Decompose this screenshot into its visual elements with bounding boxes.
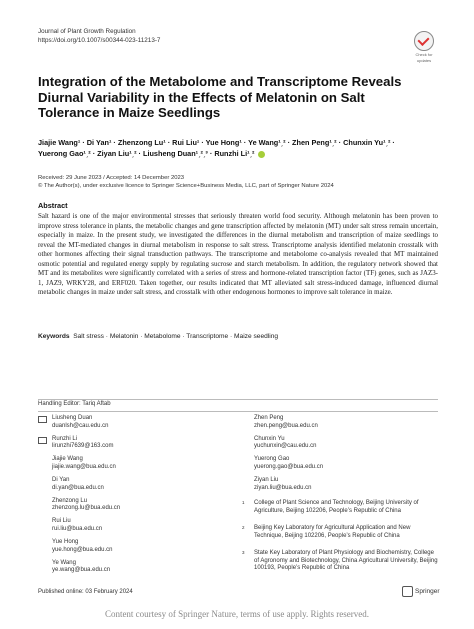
affiliation-number: 1 <box>242 500 245 505</box>
contact-name: Ziyan Liu <box>254 477 279 484</box>
badge-label-1: Check for <box>415 52 433 57</box>
contact-email[interactable]: rui.liu@bua.edu.cn <box>52 526 103 533</box>
publisher-name: Springer <box>415 588 440 596</box>
springer-horse-icon <box>402 586 413 597</box>
abstract-heading: Abstract <box>38 201 68 210</box>
contact-name: Liusheng Duan <box>52 415 93 421</box>
authors-line-2 <box>38 148 438 159</box>
contact-email[interactable]: zhen.peng@bua.edu.cn <box>254 422 318 429</box>
mail-icon <box>38 437 47 444</box>
check-for-updates-badge[interactable] <box>410 31 438 63</box>
contact-item <box>52 436 222 457</box>
received-accepted: Received: 29 June 2023 / Accepted: 14 December 2023 <box>38 175 185 181</box>
contact-email[interactable]: yue.hong@bua.edu.cn <box>52 546 113 553</box>
contact-item <box>52 415 222 436</box>
contact-name: Zhenzong Lu <box>52 497 88 504</box>
contact-name: Chunxin Yu <box>254 435 285 442</box>
courtesy-notice: Content courtesy of Springer Nature, terms of use apply. Rights reserved. <box>104 609 370 619</box>
contact-name: Yue Hong <box>52 539 79 546</box>
contact-email[interactable]: jiajie.wang@bua.edu.cn <box>52 463 116 470</box>
contact-item <box>254 415 438 436</box>
contact-item <box>254 436 438 457</box>
footer-divider-bottom <box>38 411 438 412</box>
contact-name: Runzhi Li <box>52 435 78 442</box>
badge-label-2: updates <box>416 58 432 63</box>
authors-line-1: Jiajie Wang¹ · Di Yan¹ · Zhenzong Lu¹ · Rui Liu¹ · Yue Hong¹ · Ye Wang¹ˏ² · Zhen Peng¹ˏ² · Chunxin Yu¹ˏ² · <box>38 138 395 147</box>
published-date: Published online: 03 February 2024 <box>38 589 133 595</box>
keywords <box>38 333 278 340</box>
journal-name: Journal of Plant Growth Regulation <box>38 28 136 35</box>
contact-item <box>52 560 222 581</box>
affiliation-1 <box>242 500 438 515</box>
contact-name: Jiajie Wang <box>52 456 83 463</box>
keywords-label: Keywords <box>38 333 70 340</box>
springer-logo <box>402 586 440 597</box>
contact-email[interactable]: di.yan@bua.edu.cn <box>52 484 104 491</box>
contact-item <box>52 456 222 477</box>
contact-name: Yuerong Gao <box>254 456 290 463</box>
contacts-left <box>52 415 222 581</box>
affiliation-text: State Key Laboratory of Plant Physiology and Biochemistry, College of Agronomy and Biotechnology, China Agricultural University, Beijing 100193, People’s Republic of China <box>254 550 438 572</box>
orcid-icon[interactable] <box>258 151 265 158</box>
article-title: Integration of the Metabolome and Transcriptome Reveals Diurnal Variability in the Effects of Melatonin on Salt Tolerance in Maize Seedlings <box>38 74 402 120</box>
contact-name: Ye Wang <box>52 559 76 566</box>
footer-divider-top <box>38 399 438 400</box>
affiliation-number: 3 <box>242 550 245 555</box>
doi-link[interactable]: https://doi.org/10.1007/s00344-023-11213-7 <box>38 37 161 44</box>
contact-name: Rui Liu <box>52 518 71 525</box>
contact-email[interactable]: lirunzhi7639@163.com <box>52 443 114 450</box>
contact-item <box>52 477 222 498</box>
author-list <box>38 137 438 159</box>
contact-name: Di Yan <box>52 477 70 484</box>
contact-item <box>52 518 222 539</box>
handling-editor: Handling Editor: Tariq Aftab <box>38 401 111 407</box>
contact-email[interactable]: zhenzong.lu@bua.edu.cn <box>52 505 121 512</box>
contacts-right <box>254 415 438 498</box>
contact-name: Zhen Peng <box>254 415 284 421</box>
copyright-line: © The Author(s), under exclusive licence to Springer Science+Business Media, LLC, part of Springer Nature 2024 <box>38 183 334 189</box>
keywords-list: Salt stress · Melatonin · Metabolome · Transcriptome · Maize seedling <box>73 333 279 340</box>
contact-email[interactable]: yuchunxin@cau.edu.cn <box>254 443 317 450</box>
contact-item <box>254 477 438 498</box>
affiliation-number: 2 <box>242 525 245 530</box>
article-dates <box>38 174 334 190</box>
authors-line-2-text: Yuerong Gao¹ˏ² · Ziyan Liu¹ˏ² · Liusheng Duan¹ˏ²ˏ³ · Runzhi Li¹ˏ² <box>38 149 255 158</box>
contact-email[interactable]: duanlsh@cau.edu.cn <box>52 422 109 429</box>
contact-item <box>254 456 438 477</box>
contact-item <box>52 498 222 519</box>
contact-email[interactable]: yuerong.gao@bua.edu.cn <box>254 463 324 470</box>
journal-header <box>38 27 160 45</box>
contact-email[interactable]: ye.wang@bua.edu.cn <box>52 567 111 574</box>
contact-item <box>52 539 222 560</box>
check-updates-icon <box>414 31 434 51</box>
affiliation-text: College of Plant Science and Technology, Beijing University of Agriculture, Beijing 102206, People’s Republic of China <box>254 500 419 514</box>
abstract-text: Salt hazard is one of the major environmental stresses that seriously threaten world food security. Although melatonin has been proven to improve stress tolerance in plants, the metabolic changes and gene transcription affected by melatonin (MT) under salt stress remain uncertain, especially in maize. In the present study, we investigated the differences in the diurnal metabolism and transcription of maize seedlings to reveal the MT-mediated changes in diurnal metabolism in response to salt stress. Transcriptome analysis identified melatonin crosstalk with other hormones affecting their signal transduction pathways. The transcriptome and metabolome co-analysis revealed that MT maintained osmotic potential and regulated energy supply by regulating sucrose and starch metabolism. In addition, the regulatory network showed that MT and its metabolites were significantly correlated with a series of stress and hormone-related transcription factor (TF) genes, such as JAZ3-1, JAZ9, WRKY28, and ERF020. Taken together, our results indicated that MT alleviated salt stress-induced damage, influenced diurnal metabolic changes in maize under salt stress, and crosstalk with other endogenous hormones to improve salt tolerance in maize. <box>38 212 438 296</box>
affiliation-3 <box>242 550 438 573</box>
contact-email[interactable]: ziyan.liu@bua.edu.cn <box>254 484 312 491</box>
mail-icon <box>38 416 47 423</box>
affiliation-text: Beijing Key Laboratory for Agricultural Application and New Technique, Beijing 102206, People’s Republic of China <box>254 525 411 539</box>
affiliation-2 <box>242 525 438 540</box>
